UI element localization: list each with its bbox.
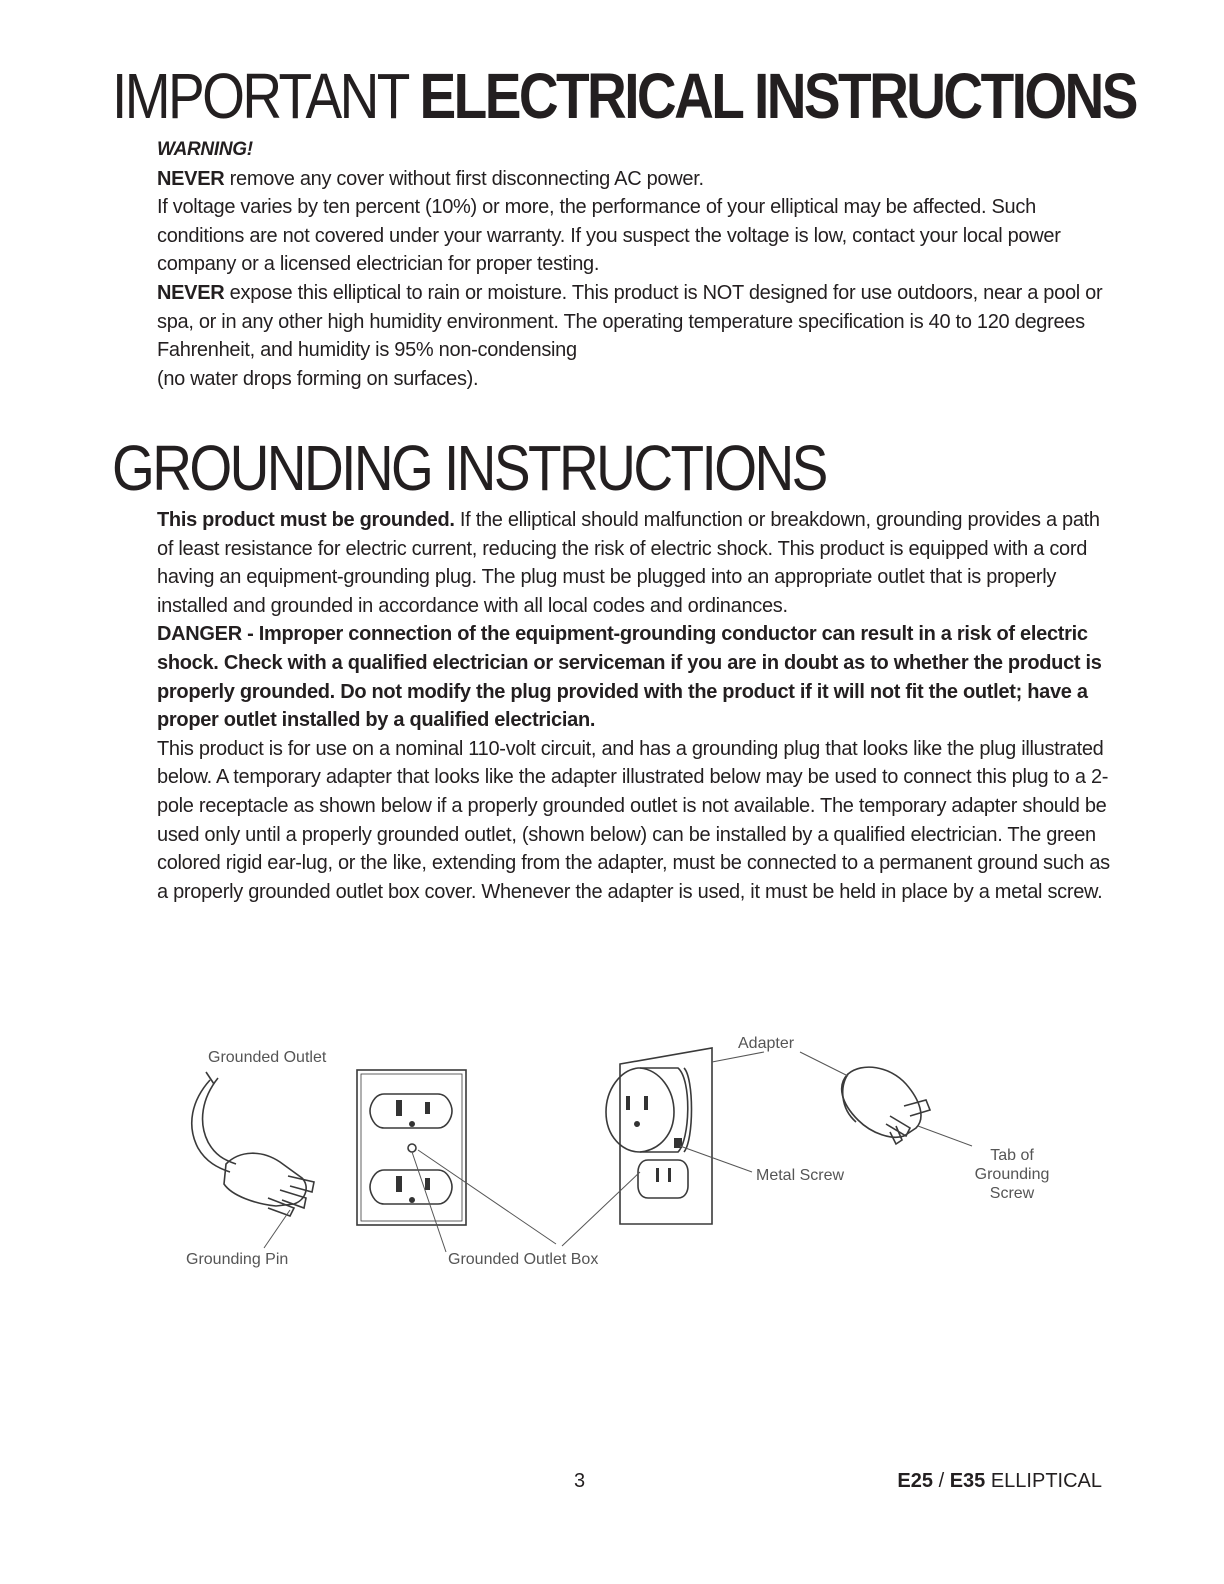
grounding-paragraph-1: This product must be grounded. If the elliptical should malfunction or breakdown, grounding provides a path of least resistance for electric current, reducing the risk of electric shock. This product is equipped with a cord having an equipment-grounding plug. The plug must be plugged into an appropriate outlet that is properly installed and grounded in accordance with all local codes and ordinances.: [157, 509, 1100, 617]
warning-paragraph-3: NEVER expose this elliptical to rain or moisture. This product is NOT designed for use outdoors, near a pool or spa, or in any other high humidity environment. The operating temperature specification is 40 to 120 degrees Fahrenheit, and humidity is 95% non-condensing: [157, 281, 1103, 362]
warning-label: WARNING!: [157, 139, 253, 160]
grounding-paragraph-3: This product is for use on a nominal 110-volt circuit, and has a grounding plug that looks like the plug illustrated below. A temporary adapter that looks like the adapter illustrated below may be used to connect this plug to a 2-pole receptacle as shown below if a properly grounded outlet is not available. The temporary adapter should be used only until a properly grounded outlet, (shown below) can be installed by a qualified electrician. The green colored rigid ear-lug, or the like, extending from the adapter, must be connected to a permanent ground such as a properly grounded outlet box cover. Whenever the adapter is used, it must be held in place by a metal screw.: [157, 737, 1110, 903]
adapter-outlet-icon: [606, 1048, 712, 1224]
warning-paragraph-4: (no water drops forming on surfaces).: [157, 367, 479, 390]
grounding-plug-icon: [192, 1072, 314, 1216]
warning-paragraph-2: If voltage varies by ten percent (10%) or more, the performance of your elliptical may be affected. Such conditions are not covered under your warranty. If you suspect the voltage is low, contact your local power company or a licensed electrician for proper testing.: [157, 196, 1061, 276]
page-number: 3: [574, 1470, 586, 1492]
label-metal-screw: Metal Screw: [756, 1167, 845, 1184]
label-tab-line-2: Grounding: [974, 1166, 1050, 1183]
footer-model: E25 / E35 ELLIPTICAL: [897, 1470, 1102, 1492]
label-tab-line-1: Tab of: [990, 1147, 1034, 1164]
page-title-grounding: GROUNDING INSTRUCTIONS: [112, 432, 826, 504]
label-adapter: Adapter: [738, 1035, 795, 1052]
label-grounded-outlet-box: Grounded Outlet Box: [448, 1251, 599, 1268]
label-tab-line-3: Screw: [989, 1185, 1035, 1202]
page-title-electrical: IMPORTANT ELECTRICAL INSTRUCTIONS: [112, 60, 1136, 132]
warning-paragraph-1: NEVER remove any cover without first disconnecting AC power.: [157, 167, 704, 190]
label-grounding-pin: Grounding Pin: [186, 1251, 289, 1268]
adapter-icon: [842, 1067, 930, 1144]
label-grounded-outlet: Grounded Outlet: [208, 1049, 327, 1066]
danger-paragraph: DANGER - Improper connection of the equipment-grounding conductor can result in a risk of electric shock. Check with a qualified electrician or serviceman if you are in doubt as to whether the product is properly grounded. Do not modify the plug provided with the product if it will not fit the outlet; have a proper outlet installed by a qualified electrician.: [157, 623, 1102, 732]
